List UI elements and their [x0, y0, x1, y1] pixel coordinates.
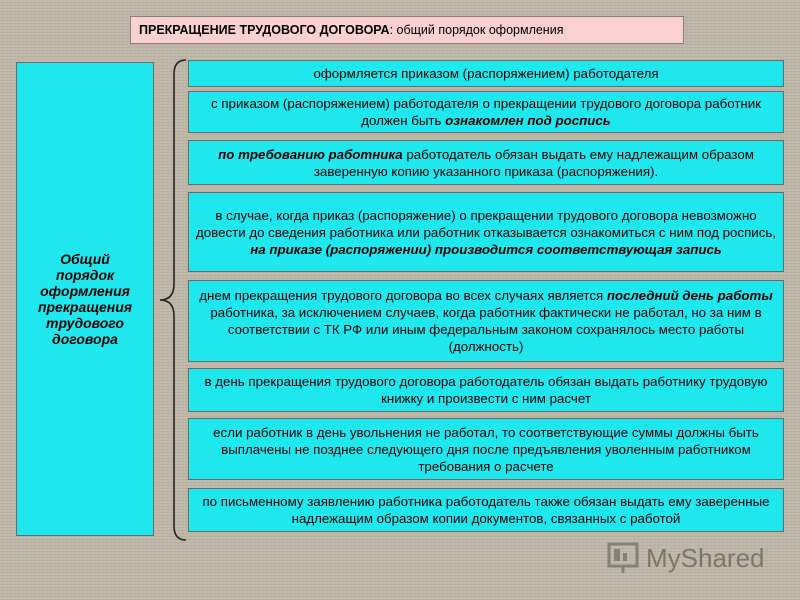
item-segment: работника, за исключением случаев, когда работник фактически не работал, но за ним в соответствии с ТК РФ или иным федеральным законом сохранялось место работы (должность) — [210, 305, 762, 354]
presentation-icon — [606, 541, 640, 575]
item-segment: днем прекращения трудового договора во всех случаях является — [199, 288, 607, 303]
item-text-7 — [195, 493, 777, 527]
curly-brace — [156, 58, 188, 542]
item-box-3 — [188, 192, 784, 272]
item-text-2 — [195, 146, 777, 180]
item-box-4 — [188, 280, 784, 362]
title-rest: : общий порядок оформления — [389, 23, 564, 37]
left-label: Общий порядок оформления прекращения трудового договора — [37, 251, 133, 347]
item-text-4 — [195, 287, 777, 355]
item-box-6 — [188, 418, 784, 480]
watermark-text: MyShared — [646, 542, 765, 573]
item-box-0 — [188, 60, 784, 87]
item-box-1 — [188, 91, 784, 133]
item-segment: по письменному заявлению работника работодатель также обязан выдать ему заверенные надлежащим образом копии документов, связанных с работой — [202, 494, 770, 526]
item-segment: работодатель обязан выдать ему надлежащим образом заверенную копию указанного приказа (распоряжения). — [313, 146, 754, 179]
item-emphasis: на приказе (распоряжении) производится соответствующая запись — [250, 241, 722, 257]
item-emphasis: ознакомлен под роспись — [445, 113, 611, 128]
left-label-box — [16, 62, 154, 536]
item-box-7 — [188, 488, 784, 532]
item-segment: в случае, когда приказ (распоряжение) о прекращении трудового договора невозможно довести до сведения работника или работник отказывается ознакомиться с ним под роспись, — [196, 207, 776, 240]
title-bold: ПРЕКРАЩЕНИЕ ТРУДОВОГО ДОГОВОРА — [139, 23, 390, 37]
item-emphasis: последний день работы — [606, 288, 773, 303]
item-segment: оформляется приказом (распоряжением) работодателя — [313, 66, 659, 81]
item-segment: если работник в день увольнения не работал, то соответствующие суммы должны быть выплачены не позднее следующего дня после предъявления уволенным работником требования о расчете — [213, 424, 759, 474]
item-segment: с приказом (распоряжением) работодателя о прекращении трудового договора работник должен быть — [211, 96, 761, 128]
item-emphasis: по требованию работника — [218, 146, 403, 162]
item-text-3 — [195, 207, 777, 258]
item-text-5 — [195, 373, 777, 407]
watermark-logo — [606, 538, 776, 578]
title-bar — [130, 16, 684, 44]
item-text-0 — [313, 65, 658, 82]
item-box-5 — [188, 368, 784, 412]
item-text-1 — [195, 95, 777, 129]
item-text-6 — [195, 424, 777, 475]
item-segment: в день прекращения трудового договора работодатель обязан выдать работнику трудовую книжку и произвести с ним расчет — [204, 374, 768, 406]
item-box-2 — [188, 140, 784, 185]
